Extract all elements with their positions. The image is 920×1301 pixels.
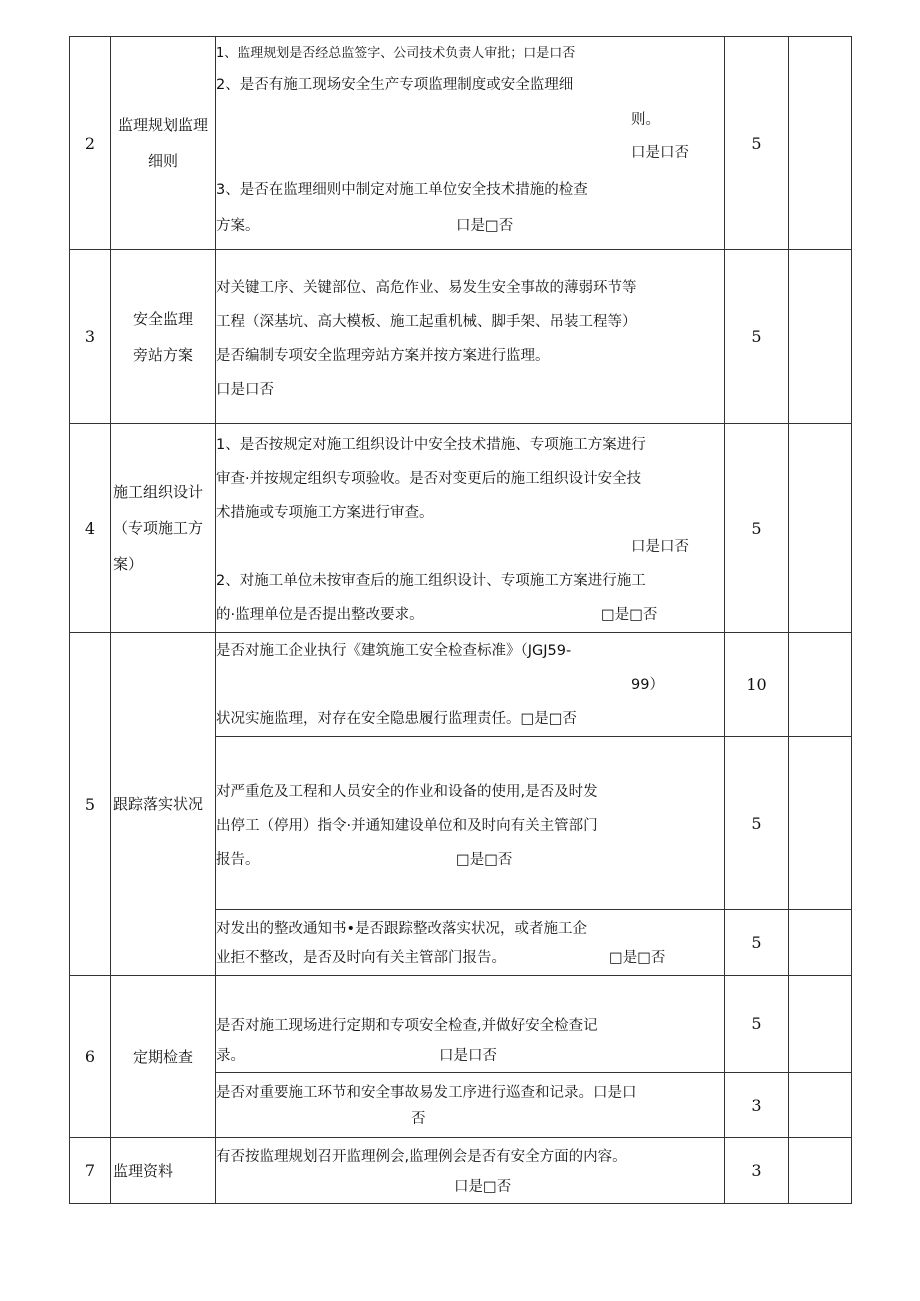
score-value: 5	[725, 250, 789, 424]
content-line: 方案。	[216, 218, 260, 234]
content-line: 3、是否在监理细则中制定对施工单位安全技术措施的检查	[216, 182, 588, 198]
row-number: 4	[70, 424, 111, 633]
check-content	[216, 424, 725, 633]
content-line: 2、对施工单位未按审查后的施工组织设计、专项施工方案进行施工	[216, 573, 646, 589]
blank-cell	[789, 37, 852, 250]
item-name-line: 安全监理	[132, 309, 193, 328]
content-line: 是否编制专项安全监理旁站方案并按方案进行监理。	[216, 347, 550, 364]
score-value: 3	[725, 1073, 789, 1138]
blank-cell	[789, 633, 852, 737]
item-name-line: 施工组织设计	[113, 483, 204, 501]
score-value: 5	[725, 424, 789, 633]
table-row	[70, 633, 852, 737]
content-line: 报告。	[216, 852, 260, 868]
item-name: 跟踪落实状况	[111, 633, 216, 976]
content-line: 审查·并按规定组织专项验收。是否对变更后的施工组织设计安全技	[216, 471, 642, 487]
table-row	[70, 976, 852, 1073]
content-line-wrap	[216, 943, 724, 975]
content-line: 1、是否按规定对施工组织设计中安全技术措施、专项施工方案进行	[216, 437, 646, 453]
content-line: 是否对施工企业执行《建筑施工安全检查标准》（JGJ59-	[216, 642, 572, 659]
checkbox-yes-no: □是□否	[456, 852, 513, 868]
item-name-line: 案）	[113, 555, 144, 573]
blank-cell	[789, 910, 852, 976]
content-line: 口是口否	[216, 381, 274, 398]
inspection-table	[69, 36, 852, 1204]
content-line: 对发出的整改通知书•是否跟踪整改落实状况，或者施工企	[216, 920, 588, 937]
content-line: 术措施或专项施工方案进行审查。	[216, 505, 434, 521]
score-value: 5	[725, 976, 789, 1073]
score-value: 10	[725, 633, 789, 737]
content-line: 99）	[631, 676, 664, 693]
content-line: 有否按监理规划召开监理例会,监理例会是否有安全方面的内容。	[216, 1148, 627, 1165]
check-content	[216, 37, 725, 250]
item-name: 定期检查	[111, 976, 216, 1138]
check-content	[216, 250, 725, 424]
row-number: 7	[70, 1138, 111, 1204]
blank-cell	[789, 737, 852, 910]
item-name: 监理资料	[111, 1138, 216, 1204]
table-row	[70, 424, 852, 633]
content-line: 工程（深基坑、高大模板、施工起重机械、脚手架、吊装工程等）	[216, 313, 637, 330]
content-line: 口是□否	[454, 1178, 512, 1195]
checkbox-yes-no: □是□否	[601, 607, 658, 623]
check-content	[216, 633, 725, 737]
content-line: 的·监理单位是否提出整改要求。	[216, 607, 424, 623]
score-value: 5	[725, 37, 789, 250]
row-number: 2	[70, 37, 111, 250]
item-name-line: 旁站方案	[132, 345, 193, 364]
row-number: 6	[70, 976, 111, 1138]
blank-cell	[789, 250, 852, 424]
content-line: 对关键工序、关键部位、高危作业、易发生安全事故的薄弱环节等	[216, 279, 637, 296]
item-name-line: 细则	[147, 152, 178, 170]
item-name-line: （专项施工方	[113, 519, 204, 537]
content-line: 录。	[216, 1048, 245, 1064]
content-line: 口是口否	[631, 539, 689, 555]
item-name	[111, 424, 216, 633]
content-line: 是否对施工现场进行定期和专项安全检查,并做好安全检查记	[216, 1018, 598, 1034]
score-value: 5	[725, 910, 789, 976]
blank-cell	[789, 1138, 852, 1204]
content-line: 否	[411, 1111, 426, 1127]
content-line: 对严重危及工程和人员安全的作业和设备的使用,是否及时发	[216, 784, 598, 800]
checkbox-yes-no: 口是□否	[456, 218, 514, 234]
content-line-wrap	[216, 209, 724, 243]
content-line: 业拒不整改，是否及时向有关主管部门报告。	[216, 949, 506, 966]
table-row	[70, 1138, 852, 1204]
check-content	[216, 976, 725, 1073]
content-line: 1、监理规划是否经总监签字、公司技术负责人审批；口是口否	[216, 46, 576, 61]
check-content	[216, 737, 725, 910]
content-line-wrap	[216, 598, 724, 632]
content-line-wrap	[216, 843, 724, 877]
score-value: 5	[725, 737, 789, 910]
checkbox-yes-no: 口是口否	[439, 1048, 497, 1064]
row-number: 3	[70, 250, 111, 424]
check-content	[216, 910, 725, 976]
content-line: 2、是否有施工现场安全生产专项监理制度或安全监理细	[216, 77, 574, 93]
item-name-line: 监理规划监理	[117, 116, 208, 134]
content-line: 口是口否	[631, 145, 689, 161]
content-line: 出停工（停用）指令·并通知建设单位和及时向有关主管部门	[216, 818, 598, 834]
content-line: 是否对重要施工环节和安全事故易发工序进行巡查和记录。口是口	[216, 1085, 637, 1101]
check-content	[216, 1138, 725, 1204]
blank-cell	[789, 1073, 852, 1138]
checkbox-yes-no: □是□否	[609, 949, 666, 966]
item-name	[111, 250, 216, 424]
check-content	[216, 1073, 725, 1138]
blank-cell	[789, 976, 852, 1073]
row-number: 5	[70, 633, 111, 976]
blank-cell	[789, 424, 852, 633]
content-line-wrap	[216, 1041, 724, 1071]
score-value: 3	[725, 1138, 789, 1204]
table-row	[70, 37, 852, 250]
item-name	[111, 37, 216, 250]
table-row	[70, 250, 852, 424]
content-line: 则。	[631, 112, 660, 128]
content-line: 状况实施监理，对存在安全隐患履行监理责任。□是□否	[216, 710, 577, 727]
